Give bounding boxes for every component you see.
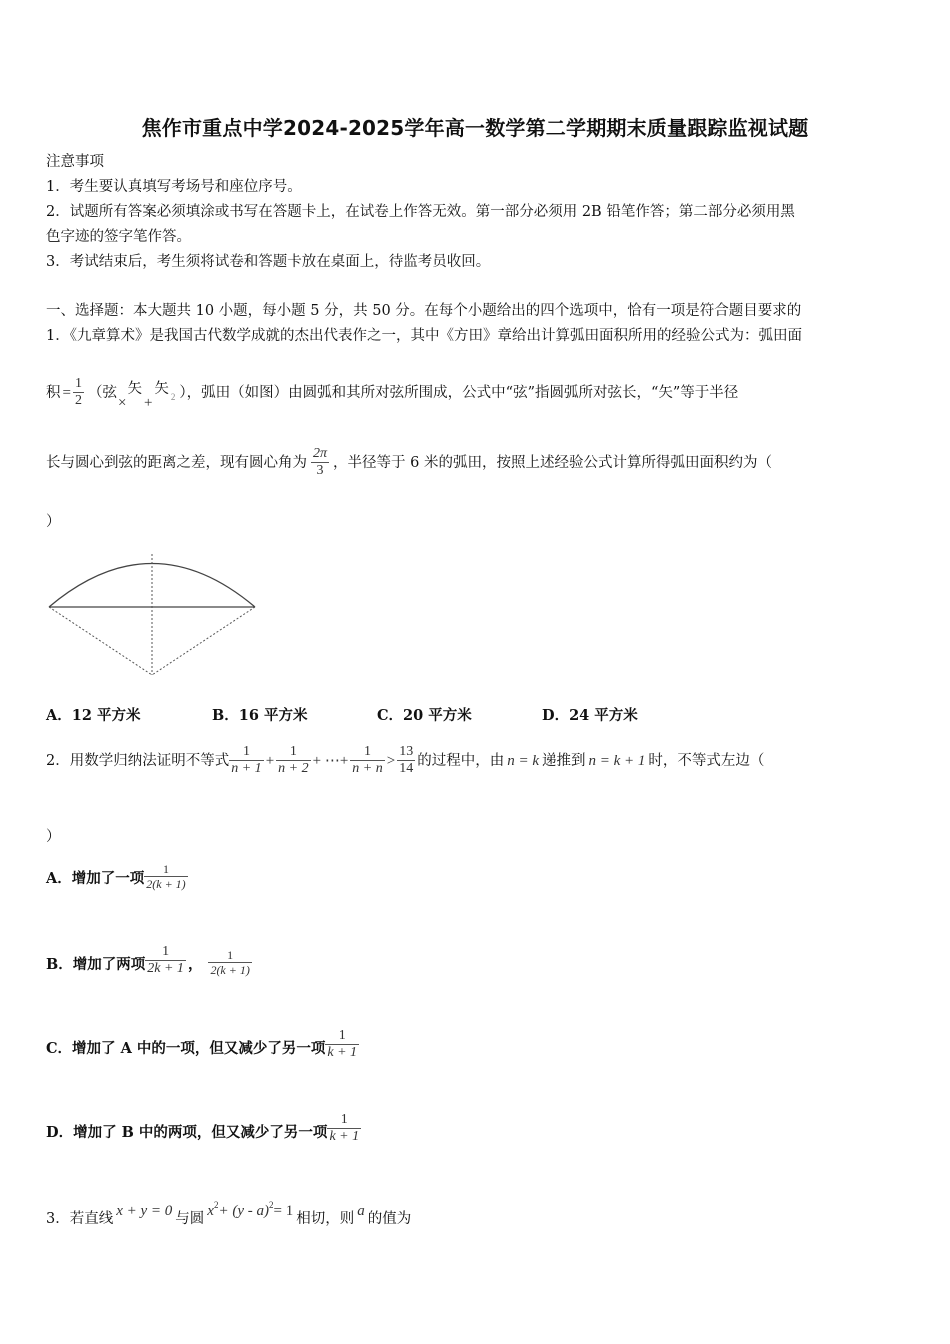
q2-frac-4-den: 14 [399,761,414,776]
q3-text-mid2: 相切，则 [296,1211,355,1227]
q2-close-paren: ） [46,829,61,845]
q2-gt: > [386,752,396,769]
q2-option-b-text: B．增加了两项 [46,956,146,973]
q2-option-c[interactable] [46,1028,359,1061]
q2-text-mid2: 递推到 [541,752,586,769]
q2-frac-4-num: 13 [399,744,414,759]
q3-var-a: a [357,1203,365,1219]
q3-text-post: 的值为 [367,1211,412,1227]
q2-option-b-den1: 2k + 1 [147,961,184,976]
q2-option-c-frac [325,1028,359,1061]
q2-option-a-den: 2(k + 1) [146,877,186,891]
q2-text-post: 时，不等式左边（ [648,752,765,769]
q1-half-den: 2 [74,393,82,408]
q2-option-d-frac [327,1112,361,1145]
q2-n-eq-k: n = k [507,752,539,769]
q2-option-b-frac1 [145,944,186,977]
notice-heading: 注意事项 [46,154,104,170]
q1-times: × [117,394,127,411]
q2-frac-3 [350,744,384,777]
q2-option-b-num1: 1 [145,944,186,961]
q2-option-a-frac [144,862,187,891]
q1-option-b[interactable]: B．16 平方米 [212,707,308,724]
q2-n-eq-k1: n = k + 1 [588,752,646,769]
notice-item-3: 3．考试结束后，考生须将试卷和答题卡放在桌面上，待监考员收回。 [46,254,491,270]
q1-option-c[interactable]: C．20 平方米 [377,707,472,724]
q2-option-a[interactable] [46,862,188,891]
q3-line-eq: x + y = 0 [116,1203,173,1219]
q2-frac-2-num: 1 [276,744,310,761]
right-radius-dotted [152,607,255,675]
q1-plus: + [143,394,153,411]
q2-option-a-num: 1 [144,862,187,877]
q1-line2 [46,376,738,409]
q1-line3 [46,446,772,479]
q2-line1 [46,744,764,777]
q2-option-a-text: A．增加了一项 [46,870,145,887]
q3-circle-mid: + (y - a) [218,1203,269,1219]
q1-option-d[interactable]: D．24 平方米 [542,707,638,724]
q2-option-b-num2: 1 [208,948,251,963]
q3-circle-end: = 1 [273,1203,294,1219]
q2-option-c-num: 1 [325,1028,359,1045]
q2-option-c-text: C．增加了 A 中的一项，但又减少了另一项 [46,1040,326,1057]
q2-frac-2 [276,744,310,777]
q2-frac-3-den: n + n [352,761,383,776]
q1-equals: = [62,384,71,401]
q1-angle-fraction [311,446,329,479]
q1-option-a[interactable]: A．12 平方米 [46,707,141,724]
q2-option-b[interactable] [46,944,252,977]
q1-line1: 1．《九章算术》是我国古代数学成就的杰出代表作之一，其中《方田》章给出计算弧田面积所用的经验公式为：弧田面 [46,328,802,344]
section-heading: 一、选择题：本大题共 10 小题，每小题 5 分，共 50 分。在每个小题给出的四个选项中，恰有一项是符合题目要求的 [46,303,802,319]
q1-half-fraction [73,376,84,409]
q3-line [46,1200,411,1230]
q2-option-b-den2: 2(k + 1) [210,963,250,977]
q1-square: 2 [170,391,176,402]
q2-dots: + ⋯+ [312,752,349,769]
q2-option-b-frac2 [208,948,251,977]
q2-option-c-den: k + 1 [327,1045,358,1060]
q3-text-mid: 与圆 [175,1211,205,1227]
q1-line2-rest: ），弧田（如图）由圆弧和其所对弦所围成，公式中“弦”指圆弧所对弦长，“矢”等于半径 [179,384,739,401]
q1-close-paren: ） [46,514,61,530]
q3-circle-sq1: 2 [213,1200,219,1210]
q1-half-num: 1 [74,376,82,391]
q2-frac-4 [397,744,415,777]
q2-frac-1 [229,744,263,777]
page-title: 焦作市重点中学2024-2025学年高一数学第二学期期末质量跟踪监视试题 [141,116,809,140]
q2-frac-1-num: 1 [229,744,263,761]
q1-line3-text: 长与圆心到弦的距离之差，现有圆心角为 [46,454,307,471]
q2-text-pre: 2．用数学归纳法证明不等式 [46,752,230,769]
q3-text-pre: 3．若直线 [46,1211,114,1227]
q2-text-mid: 的过程中，由 [417,752,505,769]
q3-circle-x: x [207,1203,214,1219]
q1-shi-2: 矢 [154,380,169,397]
q1-paren-xian: （弦 [87,384,117,401]
q3-circle-sq2: 2 [268,1200,274,1210]
q2-frac-2-den: n + 2 [278,761,309,776]
q2-option-d-num: 1 [327,1112,361,1129]
q1-angle-den: 3 [316,463,324,478]
q2-frac-3-num: 1 [350,744,384,761]
q1-angle-num: 2π [313,446,328,461]
left-radius-dotted [49,607,152,675]
arc-field-figure [44,545,260,680]
q2-option-d-den: k + 1 [329,1129,360,1144]
q2-frac-1-den: n + 1 [231,761,262,776]
q1-shi-1: 矢 [127,380,142,397]
q2-plus-1: + [265,752,275,769]
notice-item-1: 1．考生要认真填写考场号和座位序号。 [46,179,302,195]
q1-line3-rest: ，半径等于 6 米的弧田，按照上述经验公式计算所得弧田面积约为（ [333,454,772,471]
notice-item-2: 2．试题所有答案必须填涂或书写在答题卡上，在试卷上作答无效。第一部分必须用 2B 铅笔作答；第二部分必须用黑 [46,204,795,220]
notice-item-2-cont: 色字迹的签字笔作答。 [46,229,191,245]
q2-option-d-text: D．增加了 B 中的两项，但又减少了另一项 [46,1124,328,1141]
q1-text-ji: 积 [46,384,61,401]
q2-option-d[interactable] [46,1112,361,1145]
q2-option-b-sep: ， [187,956,203,973]
